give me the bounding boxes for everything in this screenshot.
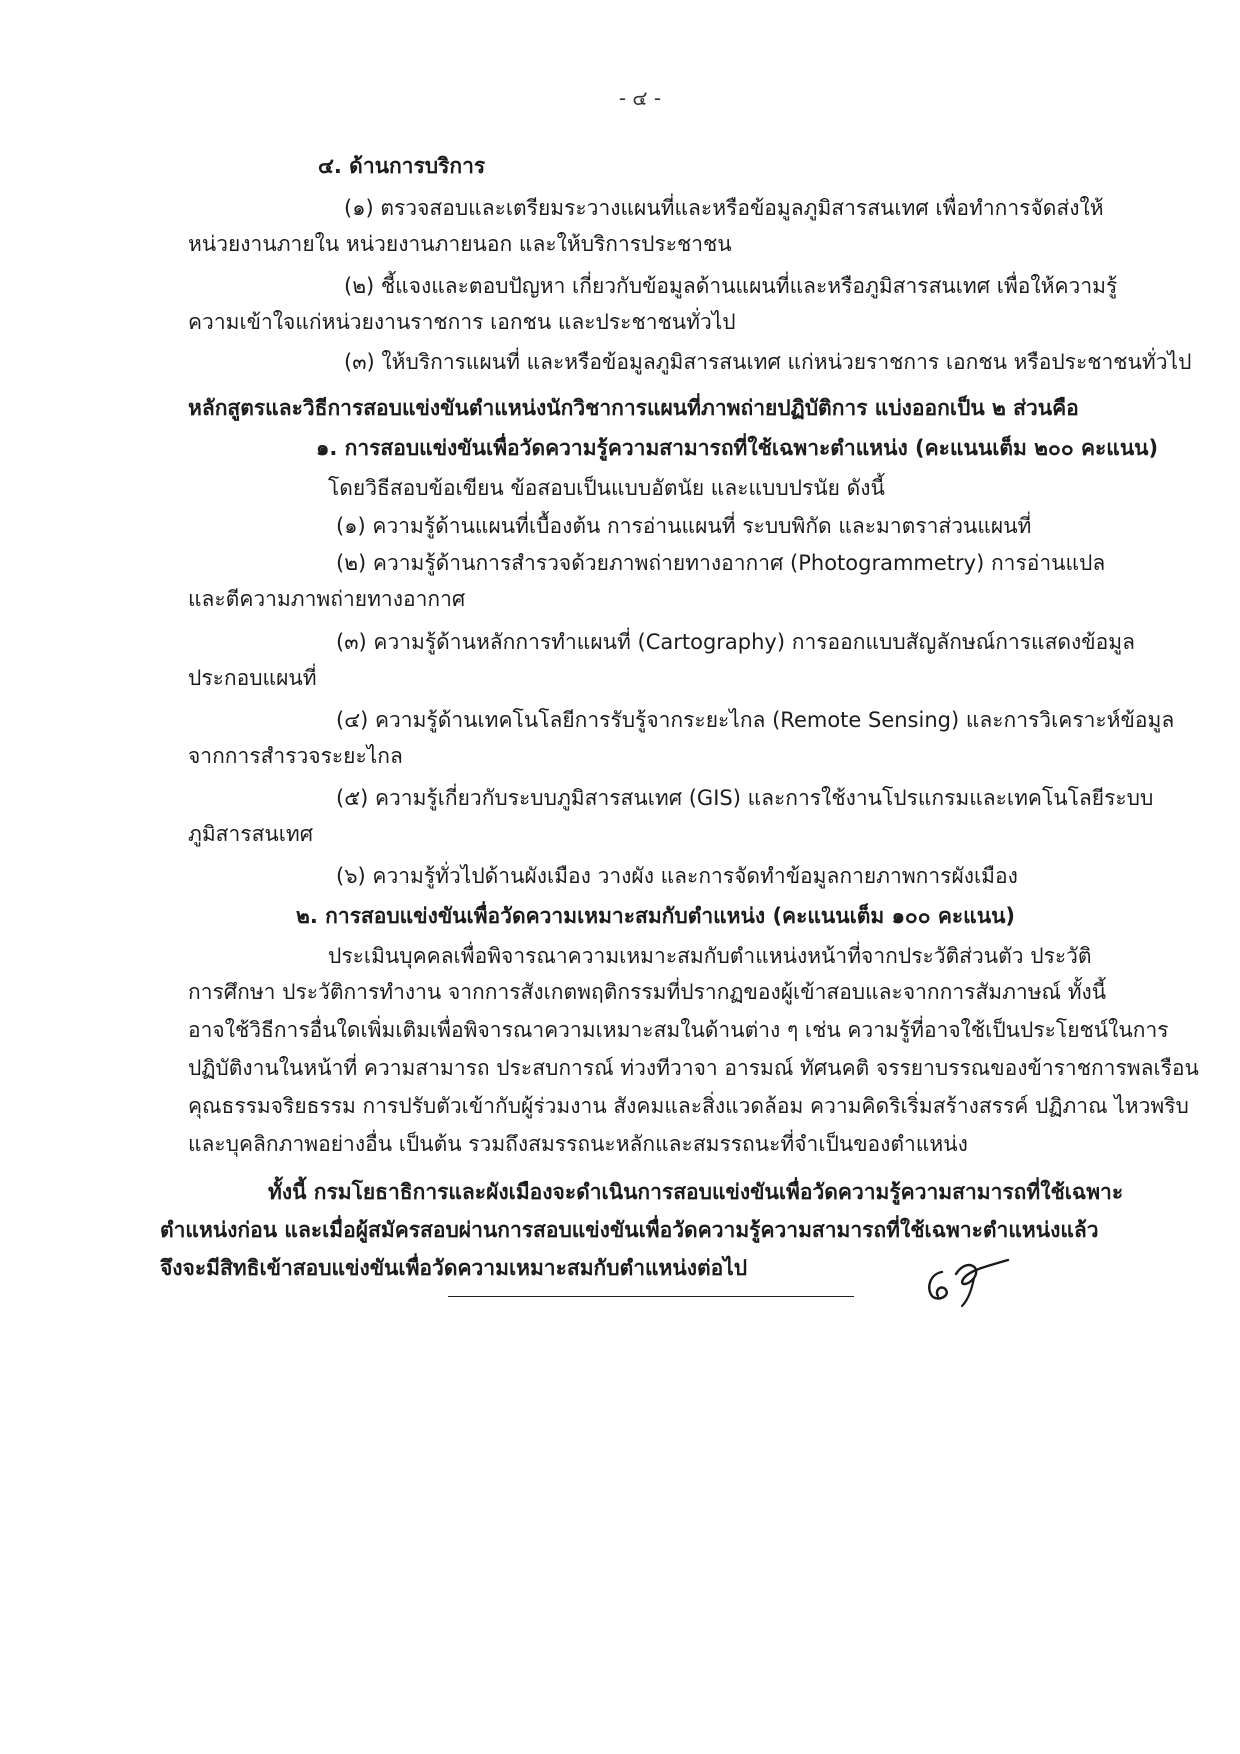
- part1-item-5-line-1: (๕) ความรู้เกี่ยวกับระบบภูมิสารสนเทศ (GIS) และการใช้งานโปรแกรมและเทคโนโลยีระบบ: [336, 786, 1154, 810]
- part2-paragraph-line-2: การศึกษา ประวัติการทำงาน จากการสังเกตพฤติกรรมที่ปรากฏของผู้เข้าสอบและจากการสัมภาษณ์ ทั้งนี้: [188, 980, 1107, 1004]
- part2-paragraph-line-3: อาจใช้วิธีการอื่นใดเพิ่มเติมเพื่อพิจารณาความเหมาะสมในด้านต่าง ๆ เช่น ความรู้ที่อาจใช้เป็นประโยชน์ในการ: [188, 1018, 1169, 1042]
- page-number: - ๔ -: [618, 86, 662, 110]
- curriculum-heading: หลักสูตรและวิธีการสอบแข่งขันตำแหน่งนักวิชาการแผนที่ภาพถ่ายปฏิบัติการ แบ่งออกเป็น ๒ ส่วนคือ: [188, 396, 1079, 420]
- part1-item-2-line-2: และตีความภาพถ่ายทางอากาศ: [188, 587, 466, 611]
- part1-item-5-line-2: ภูมิสารสนเทศ: [188, 822, 314, 846]
- closing-line-2: ตำแหน่งก่อน และเมื่อผู้สมัครสอบผ่านการสอบแข่งขันเพื่อวัดความรู้ความสามารถที่ใช้เฉพาะตำแหน่งแล้ว: [160, 1218, 1099, 1242]
- part2-heading: ๒. การสอบแข่งขันเพื่อวัดความเหมาะสมกับตำแหน่ง (คะแนนเต็ม ๑๐๐ คะแนน): [296, 904, 1016, 928]
- section-heading: ๔. ด้านการบริการ: [318, 154, 486, 178]
- part1-item-1: (๑) ความรู้ด้านแผนที่เบื้องต้น การอ่านแผนที่ ระบบพิกัด และมาตราส่วนแผนที่: [336, 514, 1032, 538]
- service-item-2-line-2: ความเข้าใจแก่หน่วยงานราชการ เอกชน และประชาชนทั่วไป: [188, 310, 736, 334]
- service-item-1-line-2: หน่วยงานภายใน หน่วยงานภายนอก และให้บริการประชาชน: [188, 232, 732, 256]
- part1-item-3-line-2: ประกอบแผนที่: [188, 666, 317, 690]
- part1-item-3-line-1: (๓) ความรู้ด้านหลักการทำแผนที่ (Cartography) การออกแบบสัญลักษณ์การแสดงข้อมูล: [336, 630, 1135, 654]
- service-item-1-line-1: (๑) ตรวจสอบและเตรียมระวางแผนที่และหรือข้อมูลภูมิสารสนเทศ เพื่อทำการจัดส่งให้: [344, 196, 1104, 220]
- service-item-3: (๓) ให้บริการแผนที่ และหรือข้อมูลภูมิสารสนเทศ แก่หน่วยราชการ เอกชน หรือประชาชนทั่วไป: [344, 350, 1192, 374]
- part1-item-6: (๖) ความรู้ทั่วไปด้านผังเมือง วางผัง และการจัดทำข้อมูลกายภาพการผังเมือง: [336, 864, 1018, 888]
- part2-paragraph-line-4: ปฏิบัติงานในหน้าที่ ความสามารถ ประสบการณ์ ท่วงทีวาจา อารมณ์ ทัศนคติ จรรยาบรรณของข้าราชการพลเรือน: [188, 1056, 1199, 1080]
- part1-heading: ๑. การสอบแข่งขันเพื่อวัดความรู้ความสามารถที่ใช้เฉพาะตำแหน่ง (คะแนนเต็ม ๒๐๐ คะแนน): [316, 436, 1159, 460]
- signature-rule: [448, 1296, 854, 1297]
- part2-paragraph-line-5: คุณธรรมจริยธรรม การปรับตัวเข้ากับผู้ร่วมงาน สังคมและสิ่งแวดล้อม ความคิดริเริ่มสร้างสรรค์ ปฏิภาณ ไหวพริบ: [188, 1094, 1189, 1118]
- part2-paragraph-line-6: และบุคลิกภาพอย่างอื่น เป็นต้น รวมถึงสมรรถนะหลักและสมรรถนะที่จำเป็นของตำแหน่ง: [188, 1132, 968, 1156]
- closing-line-1: ทั้งนี้ กรมโยธาธิการและผังเมืองจะดำเนินการสอบแข่งขันเพื่อวัดความรู้ความสามารถที่ใช้เฉพาะ: [268, 1180, 1124, 1204]
- part1-item-4-line-1: (๔) ความรู้ด้านเทคโนโลยีการรับรู้จากระยะไกล (Remote Sensing) และการวิเคราะห์ข้อมูล: [336, 708, 1175, 732]
- part1-item-4-line-2: จากการสำรวจระยะไกล: [188, 744, 403, 768]
- service-item-2-line-1: (๒) ชี้แจงและตอบปัญหา เกี่ยวกับข้อมูลด้านแผนที่และหรือภูมิสารสนเทศ เพื่อให้ความรู้: [344, 274, 1118, 298]
- closing-line-3: จึงจะมีสิทธิเข้าสอบแข่งขันเพื่อวัดความเหมาะสมกับตำแหน่งต่อไป: [160, 1256, 748, 1280]
- part1-method: โดยวิธีสอบข้อเขียน ข้อสอบเป็นแบบอัตนัย และแบบปรนัย ดังนี้: [328, 476, 885, 500]
- part2-paragraph-line-1: ประเมินบุคคลเพื่อพิจารณาความเหมาะสมกับตำแหน่งหน้าที่จากประวัติส่วนตัว ประวัติ: [328, 944, 1092, 968]
- part1-item-2-line-1: (๒) ความรู้ด้านการสำรวจด้วยภาพถ่ายทางอากาศ (Photogrammetry) การอ่านแปล: [336, 551, 1106, 575]
- handwritten-initials-icon: [912, 1240, 1022, 1320]
